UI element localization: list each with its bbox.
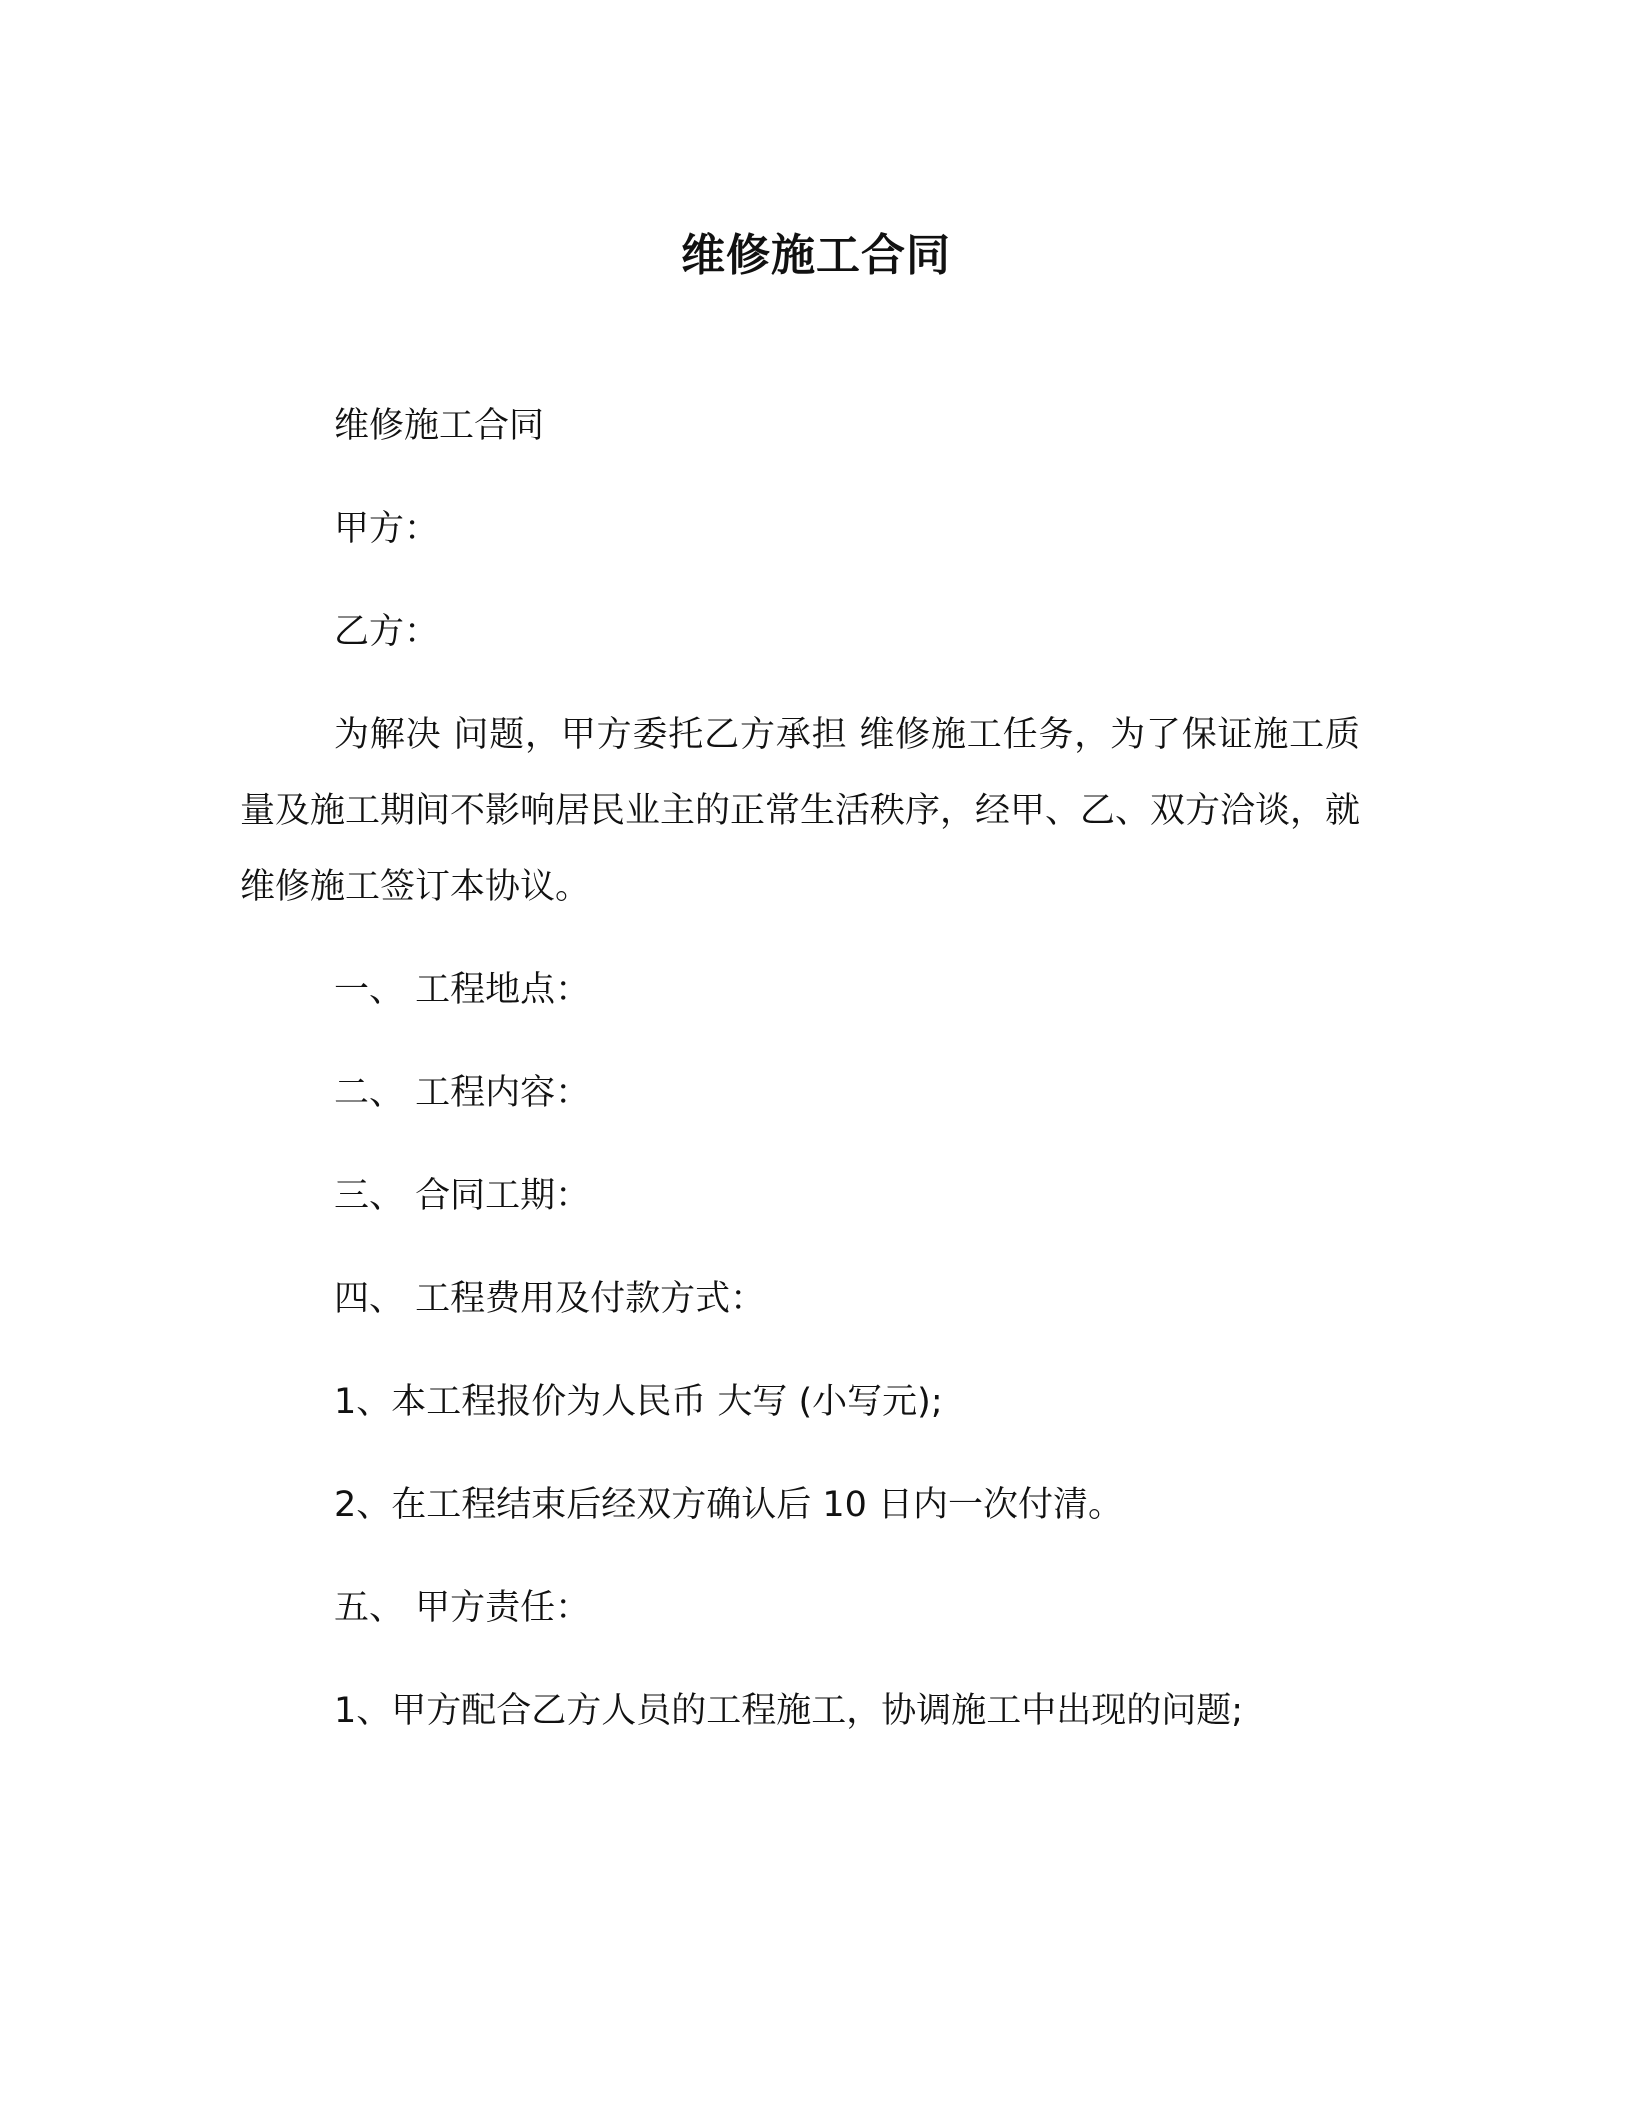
paragraph-section-content: 二、 工程内容： [334,1073,591,1113]
paragraph-duty-item-1: 1、甲方配合乙方人员的工程施工，协调施工中出现的问题; [334,1691,1244,1731]
paragraph-payment-item-2: 2、在工程结束后经双方确认后 10 日内一次付清。 [334,1485,1124,1525]
paragraph-payment-item-1: 1、本工程报价为人民币 大写 (小写元); [334,1382,943,1422]
paragraph-section-period: 三、 合同工期： [334,1176,591,1216]
paragraph-section-payment: 四、 工程费用及付款方式： [334,1279,766,1319]
paragraph-preamble: 为解决 问题，甲方委托乙方承担 维修施工任务，为了保证施工质量及施工期间不影响居民业主的正常生活秩序，经甲、乙、双方洽谈，就 维修施工签订本协议。 [240,715,1361,907]
paragraph-party-a: 甲方： [334,509,440,549]
paragraph-section-party-a-duty: 五、 甲方责任： [334,1588,591,1628]
document-title: 维修施工合同 [681,230,951,281]
paragraph-section-location: 一、 工程地点： [334,970,591,1010]
document-body [240,388,1360,1776]
paragraph-subtitle: 维修施工合同 [334,406,545,446]
paragraph-party-b: 乙方： [334,612,440,652]
